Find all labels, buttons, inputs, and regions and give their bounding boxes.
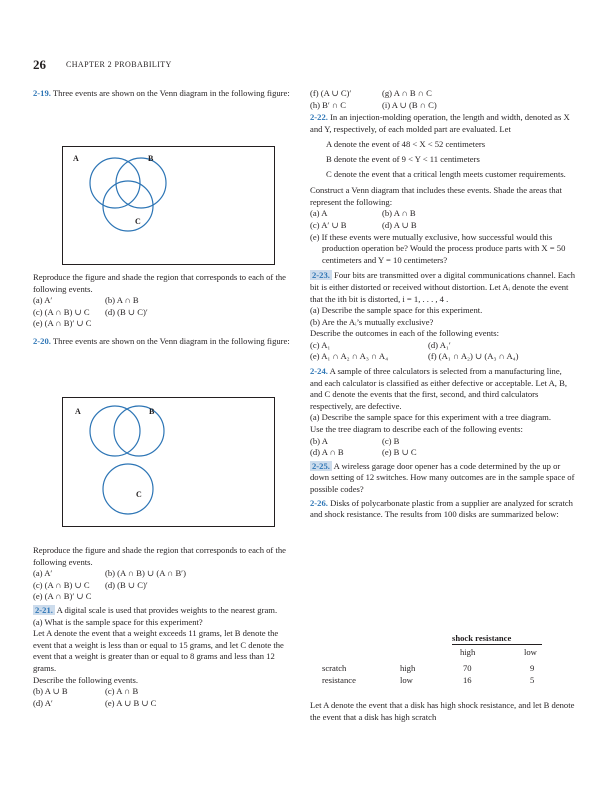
venn-label-c: C — [136, 490, 142, 499]
venn-label-b: B — [148, 154, 154, 163]
venn-diagram-1 — [62, 146, 275, 265]
part-e: (e) B ∪ C — [382, 447, 417, 458]
part-a: (a) What is the sample space for this experiment? — [33, 616, 203, 627]
problem-number: 2-20. — [33, 336, 51, 346]
row-label: scratch — [322, 663, 347, 673]
part-d: (d) A₁′ — [428, 339, 451, 350]
problem-number: 2-25. — [312, 460, 330, 471]
problem-2-19 — [33, 88, 295, 100]
part-b: (b) (A ∩ B) ∪ (A ∩ B′) — [105, 568, 186, 579]
part-c: (c) (A ∩ B) ∪ C — [33, 579, 90, 590]
part-a: (a) A′ — [33, 568, 53, 579]
problem-text: Four bits are transmitted over a digital communications channel. Each bit is either distorted or received without distortion. Let Aᵢ denote the event that the ith bit is distorted, i = 1, . . . , 4 . — [310, 270, 576, 304]
venn-circles-1 — [63, 147, 274, 264]
part-b: (b) A ∪ B — [33, 686, 68, 697]
problem-text: A wireless garage door opener has a code determined by the up or down setting of 12 switches. How many outcomes are in the sample space of possible codes? — [310, 460, 575, 494]
part-d: (d) (B ∪ C)′ — [105, 579, 148, 590]
problem-text: A sample of three calculators is selected from a manufacturing line, and each calculator is classified as either defective or acceptable. Let A, B, and C denote the events that the first, second, and third calculators respectively, are defective. — [310, 366, 567, 411]
part-b: (b) A — [310, 435, 328, 446]
part-f: (f) (A ∪ C)′ — [310, 88, 352, 98]
problem-number: 2-21. — [35, 605, 53, 615]
part-b: (b) Are the Aᵢ’s mutually exclusive? — [310, 316, 434, 327]
table-header: shock resistance — [452, 633, 512, 643]
venn-diagram-2 — [62, 397, 275, 527]
event-b-def: B denote the event of 9 < Y < 11 centimeters — [326, 153, 480, 164]
table-cell: 5 — [530, 675, 535, 685]
describe-text: Describe the following events. — [33, 674, 139, 685]
col-high: high — [460, 647, 476, 657]
row-sub: high — [400, 663, 416, 673]
instructions: Reproduce the figure and shade the region that corresponds to each of the following events. — [33, 272, 286, 294]
part-d: (d) A′ — [33, 697, 53, 708]
problem-2-20 — [33, 336, 295, 348]
table-cell: 70 — [463, 663, 472, 673]
event-c-def: C denote the event that a critical length meets customer requirements. — [326, 168, 566, 179]
venn-label-a: A — [73, 154, 79, 163]
part-a: (a) Describe the sample space for this experiment with a tree diagram. — [310, 412, 552, 423]
problem-2-26-continued — [310, 700, 576, 723]
use-text: Use the tree diagram to describe each of the following events: — [310, 424, 523, 435]
venn-circles-2 — [63, 398, 274, 526]
part-a: (a) A′ — [33, 295, 53, 306]
part-g: (g) A ∩ B ∩ C — [382, 88, 432, 98]
problem-text: Disks of polycarbonate plastic from a supplier are analyzed for scratch and shock resistance. The results from 100 disks are summarized below: — [310, 497, 573, 520]
problem-number: 2-19. — [33, 88, 51, 98]
problem-text: Three events are shown on the Venn diagram in the following figure: — [52, 336, 290, 346]
circle-c — [103, 181, 153, 231]
part-e: (e) (A ∩ B)′ ∪ C — [33, 591, 92, 602]
part-a: (a) Describe the sample space for this experiment. — [310, 305, 483, 316]
part-e: (e) (A ∩ B)′ ∪ C — [33, 318, 92, 329]
part-b: (b) A ∩ B — [382, 208, 416, 219]
problem-2-21 — [33, 605, 295, 709]
describe-text: Describe the outcomes in each of the following events: — [310, 328, 500, 339]
problem-number: 2-23. — [312, 270, 330, 281]
part-d: (d) A ∩ B — [310, 447, 344, 458]
part-d: (d) (B ∪ C)′ — [105, 306, 148, 317]
right-column — [310, 88, 576, 521]
page-number: 26 — [33, 57, 46, 72]
row-sub: low — [400, 675, 413, 685]
circle-a — [90, 158, 140, 208]
part-c: (c) A ∩ B — [105, 686, 139, 697]
part-a: (a) A — [310, 208, 328, 219]
table-cell: 16 — [463, 675, 472, 685]
part-f: (f) (A₁ ∩ A₂) ∪ (A₃ ∩ A₄) — [428, 351, 519, 362]
construct-text: Construct a Venn diagram that includes these events. Shade the areas that represent the following: — [310, 185, 562, 207]
problem-body: Let A denote the event that a weight exceeds 11 grams, let B denote the event that a weight is less than or equal to 15 grams, and let C denote the event that a weight is greater than or equal to 8 grams and less than 12 grams. — [33, 628, 284, 673]
part-c: (c) B — [382, 435, 400, 446]
venn-label-b: B — [149, 407, 155, 416]
event-a-def: A denote the event of 48 < X < 52 centimeters — [326, 139, 486, 150]
chapter-title: CHAPTER 2 PROBABILITY — [66, 60, 172, 69]
part-h: (h) B′ ∩ C — [310, 99, 347, 110]
col-low: low — [524, 647, 537, 657]
problem-text: A digital scale is used that provides weights to the nearest gram. — [56, 605, 278, 615]
part-e: (e) A₁ ∩ A₂ ∩ A₃ ∩ A₄ — [310, 351, 389, 362]
instructions: Reproduce the figure and shade the region that corresponds to each of the following events. — [33, 545, 286, 567]
problem-2-19-parts — [33, 272, 295, 330]
venn-label-c: C — [135, 217, 141, 226]
problem-2-20-parts — [33, 545, 295, 603]
part-c: (c) A₁ — [310, 339, 331, 350]
part-c: (c) A′ ∪ B — [310, 219, 347, 230]
problem-text: In an injection-molding operation, the length and width, denoted as X and Y, respectively, of each molded part are evaluated. Let — [310, 112, 570, 134]
part-c: (c) (A ∩ B) ∪ C — [33, 306, 90, 317]
problem-text: Three events are shown on the Venn diagram in the following figure: — [52, 88, 290, 98]
circle-b — [114, 406, 164, 456]
table-rule — [452, 644, 542, 645]
problem-text: Let A denote the event that a disk has high shock resistance, and let B denote the event that a disk has high scratch — [310, 700, 575, 722]
part-b: (b) A ∩ B — [105, 295, 139, 306]
part-e: (e) A ∪ B ∪ C — [105, 697, 157, 708]
part-i: (i) A ∪ (B ∩ C) — [382, 99, 437, 110]
circle-b — [116, 158, 166, 208]
problem-number: 2-22. — [310, 112, 328, 123]
venn-label-a: A — [75, 407, 81, 416]
part-e: (e) If these events were mutually exclusive, how successful would this production operation be? Would the process produce parts with X = 50 centimeters and Y = 10 centimeters? — [310, 231, 566, 265]
row-label: resistance — [322, 675, 356, 685]
circle-a — [90, 406, 140, 456]
part-d: (d) A ∪ B — [382, 219, 417, 230]
circle-c — [103, 464, 153, 514]
problem-number: 2-26. — [310, 497, 328, 508]
table-cell: 9 — [530, 663, 535, 673]
problem-number: 2-24. — [310, 366, 328, 377]
